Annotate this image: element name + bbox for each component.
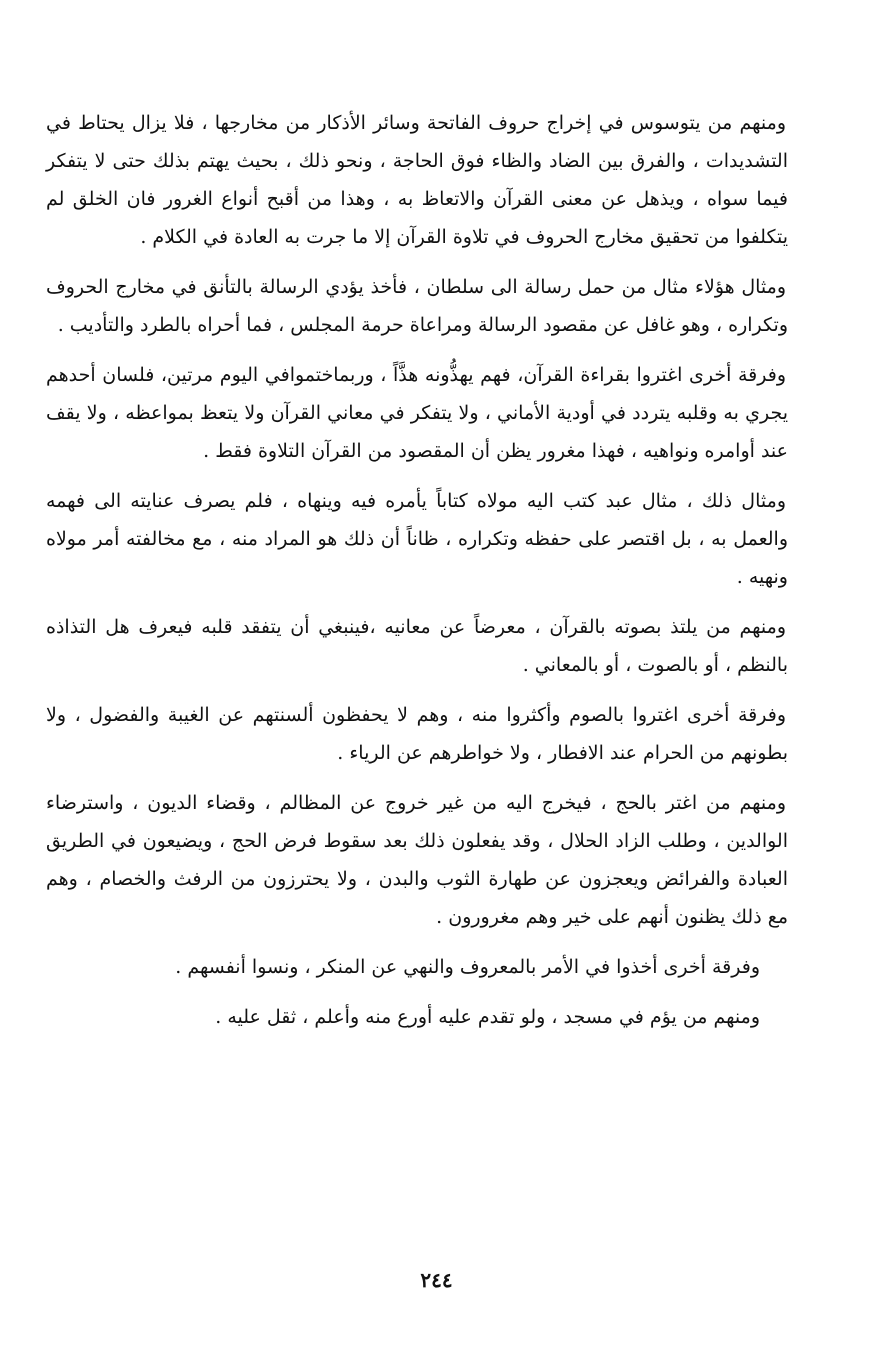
paragraph-2: ومثال هؤلاء مثال من حمل رسالة الى سلطان ، فأخذ يؤدي الرسالة بالتأنق في مخارج الحروف وتكراره ، وهو غافل عن مقصود الرسالة ومراعاة حرمة المجلس ، فما أحراه بالطرد والتأديب . — [46, 276, 788, 336]
paragraph-5: ومنهم من يلتذ بصوته بالقرآن ، معرضاً عن معانيه ،فينبغي أن يتفقد قلبه فيعرف هل التذاذه بالنظم ، أو بالصوت ، أو بالمعاني . — [46, 616, 788, 676]
paragraph-8: وفرقة أخرى أخذوا في الأمر بالمعروف والنهي عن المنكر ، ونسوا أنفسهم . — [175, 956, 760, 978]
page-body — [46, 104, 788, 1048]
paragraph-3: وفرقة أخرى اغتروا بقراءة القرآن، فهم يهذُّونه هذَّاً ، وربماختموافي اليوم مرتين، فلسان أحدهم يجري به وقلبه يتردد في أودية الأماني ، ولا يتفكر في معاني القرآن ولا يتعظ بمواعظه ، ولا يقف عند أوامره ونواهيه ، فهذا مغرور يظن أن المقصود من القرآن التلاوة فقط . — [46, 364, 788, 462]
paragraph-1: ومنهم من يتوسوس في إخراج حروف الفاتحة وسائر الأذكار من مخارجها ، فلا يزال يحتاط في التشديدات ، والفرق بين الضاد والظاء فوق الحاجة ، ونحو ذلك ، بحيث يهتم بذلك حتى لا يتفكر فيما سواه ، ويذهل عن معنى القرآن والاتعاظ به ، وهذا من أقبح أنواع الغرور فان الخلق لم يتكلفوا من تحقيق مخارج الحروف في تلاوة القرآن إلا ما جرت به العادة في الكلام . — [46, 112, 788, 248]
paragraph-4: ومثال ذلك ، مثال عبد كتب اليه مولاه كتاباً يأمره فيه وينهاه ، فلم يصرف عنايته الى فهمه والعمل به ، بل اقتصر على حفظه وتكراره ، ظاناً أن ذلك هو المراد منه ، مع مخالفته أمر مولاه ونهيه . — [46, 490, 788, 588]
paragraph-6: وفرقة أخرى اغتروا بالصوم وأكثروا منه ، وهم لا يحفظون ألسنتهم عن الغيبة والفضول ، ولا بطونهم من الحرام عند الافطار ، ولا خواطرهم عن الرياء . — [46, 704, 788, 764]
paragraph-7: ومنهم من اغتر بالحج ، فيخرج اليه من غير خروج عن المظالم ، وقضاء الديون ، واسترضاء الوالدين ، وطلب الزاد الحلال ، وقد يفعلون ذلك بعد سقوط فرض الحج ، ويضيعون في الطريق العبادة والفرائض ويعجزون عن طهارة الثوب والبدن ، ولا يحترزون من الرفث والخصام ، وهم مع ذلك يظنون أنهم على خير وهم مغرورون . — [46, 792, 788, 928]
paragraph-9: ومنهم من يؤم في مسجد ، ولو تقدم عليه أورع منه وأعلم ، ثقل عليه . — [215, 1006, 760, 1028]
page-number: ٢٤٤ — [420, 1268, 453, 1292]
